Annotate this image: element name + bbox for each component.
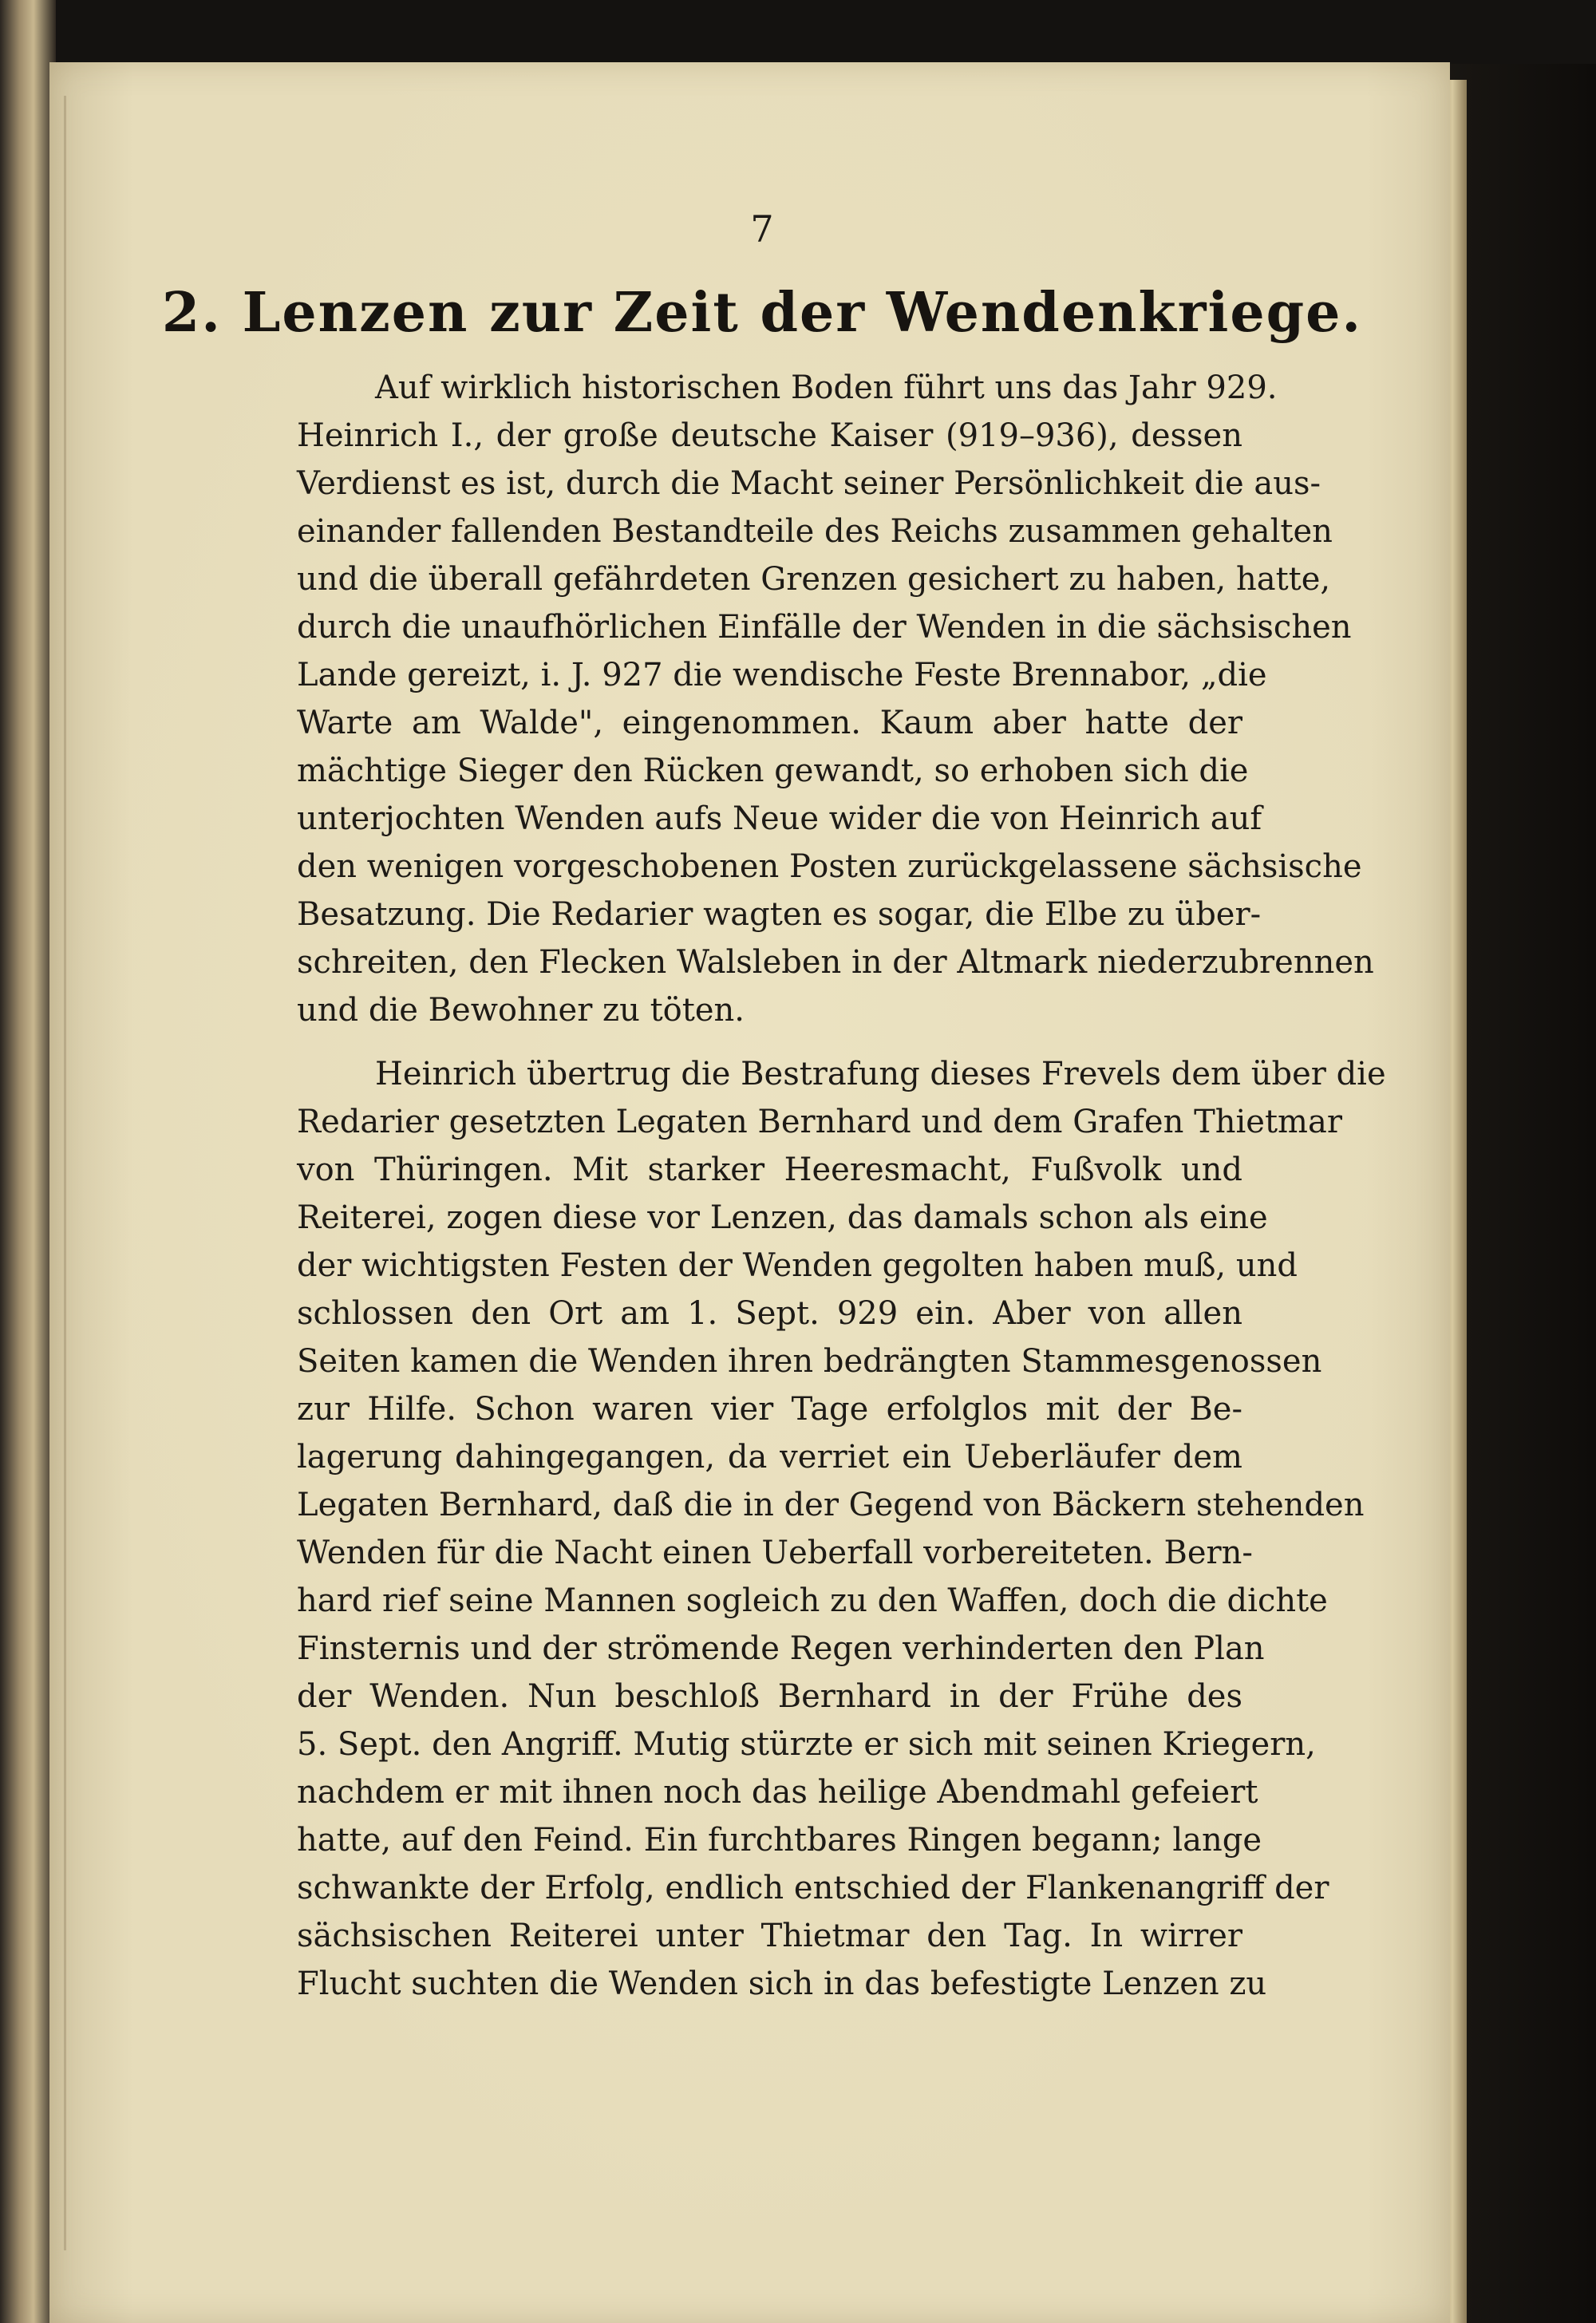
text-line: Heinrich übertrug die Bestrafung dieses Frevels dem über die (375, 1056, 1386, 1092)
chapter-title: 2. Lenzen zur Zeit der Wendenkriege. (161, 281, 1363, 345)
text-line: einander fallenden Bestandteile des Reichs zusammen gehalten (297, 513, 1333, 550)
page-fold (64, 96, 66, 2250)
page-number: 7 (750, 207, 774, 251)
text-line: lagerung dahingegangen, da verriet ein Ueberläufer dem (297, 1439, 1242, 1476)
text-line: zur Hilfe. Schon waren vier Tage erfolglos mit der Be- (297, 1391, 1242, 1428)
book-spine (0, 0, 56, 2323)
text-line: und die Bewohner zu töten. (297, 992, 745, 1029)
text-line: 5. Sept. den Angriff. Mutig stürzte er sich mit seinen Kriegern, (297, 1726, 1316, 1763)
text-line: schreiten, den Flecken Walsleben in der Altmark niederzubrennen (297, 944, 1374, 981)
text-line: Wenden für die Nacht einen Ueberfall vorbereiteten. Bern- (297, 1535, 1253, 1571)
text-line: der Wenden. Nun beschloß Bernhard in der Frühe des (297, 1678, 1242, 1715)
text-line: durch die unaufhörlichen Einfälle der Wenden in die sächsischen (297, 609, 1352, 646)
text-line: Redarier gesetzten Legaten Bernhard und dem Grafen Thietmar (297, 1104, 1342, 1140)
text-line: mächtige Sieger den Rücken gewandt, so erhoben sich die (297, 753, 1249, 789)
text-line: Warte am Walde", eingenommen. Kaum aber hatte der (297, 705, 1242, 741)
text-line: sächsischen Reiterei unter Thietmar den Tag. In wirrer (297, 1918, 1242, 1954)
text-line: Flucht suchten die Wenden sich in das befestigte Lenzen zu (297, 1965, 1267, 2002)
text-line: schlossen den Ort am 1. Sept. 929 ein. Aber von allen (297, 1295, 1242, 1332)
text-line: Verdienst es ist, durch die Macht seiner Persönlichkeit die aus- (297, 465, 1321, 502)
text-line: Auf wirklich historischen Boden führt uns das Jahr 929. (375, 369, 1278, 406)
text-line: Lande gereizt, i. J. 927 die wendische Feste Brennabor, „die (297, 657, 1267, 693)
text-line: Seiten kamen die Wenden ihren bedrängten Stammesgenossen (297, 1343, 1322, 1380)
text-line: unterjochten Wenden aufs Neue wider die von Heinrich auf (297, 800, 1262, 837)
text-line: und die überall gefährdeten Grenzen gesichert zu haben, hatte, (297, 561, 1331, 598)
text-line: hatte, auf den Feind. Ein furchtbares Ringen begann; lange (297, 1822, 1262, 1859)
text-line: schwankte der Erfolg, endlich entschied der Flankenangriff der (297, 1870, 1329, 1906)
text-line: Heinrich I., der große deutsche Kaiser (919–936), dessen (297, 417, 1242, 454)
text-line: hard rief seine Mannen sogleich zu den Waffen, doch die dichte (297, 1582, 1328, 1619)
text-line: von Thüringen. Mit starker Heeresmacht, Fußvolk und (297, 1152, 1242, 1188)
text-line: Legaten Bernhard, daß die in der Gegend von Bäckern stehenden (297, 1487, 1365, 1523)
text-line: nachdem er mit ihnen noch das heilige Abendmahl gefeiert (297, 1774, 1258, 1811)
text-line: Besatzung. Die Redarier wagten es sogar, die Elbe zu über- (297, 896, 1262, 933)
text-line: Reiterei, zogen diese vor Lenzen, das damals schon als eine (297, 1199, 1268, 1236)
text-line: Finsternis und der strömende Regen verhinderten den Plan (297, 1630, 1265, 1667)
text-line: der wichtigsten Festen der Wenden gegolten haben muß, und (297, 1247, 1298, 1284)
text-line: den wenigen vorgeschobenen Posten zurückgelassene sächsische (297, 848, 1362, 885)
